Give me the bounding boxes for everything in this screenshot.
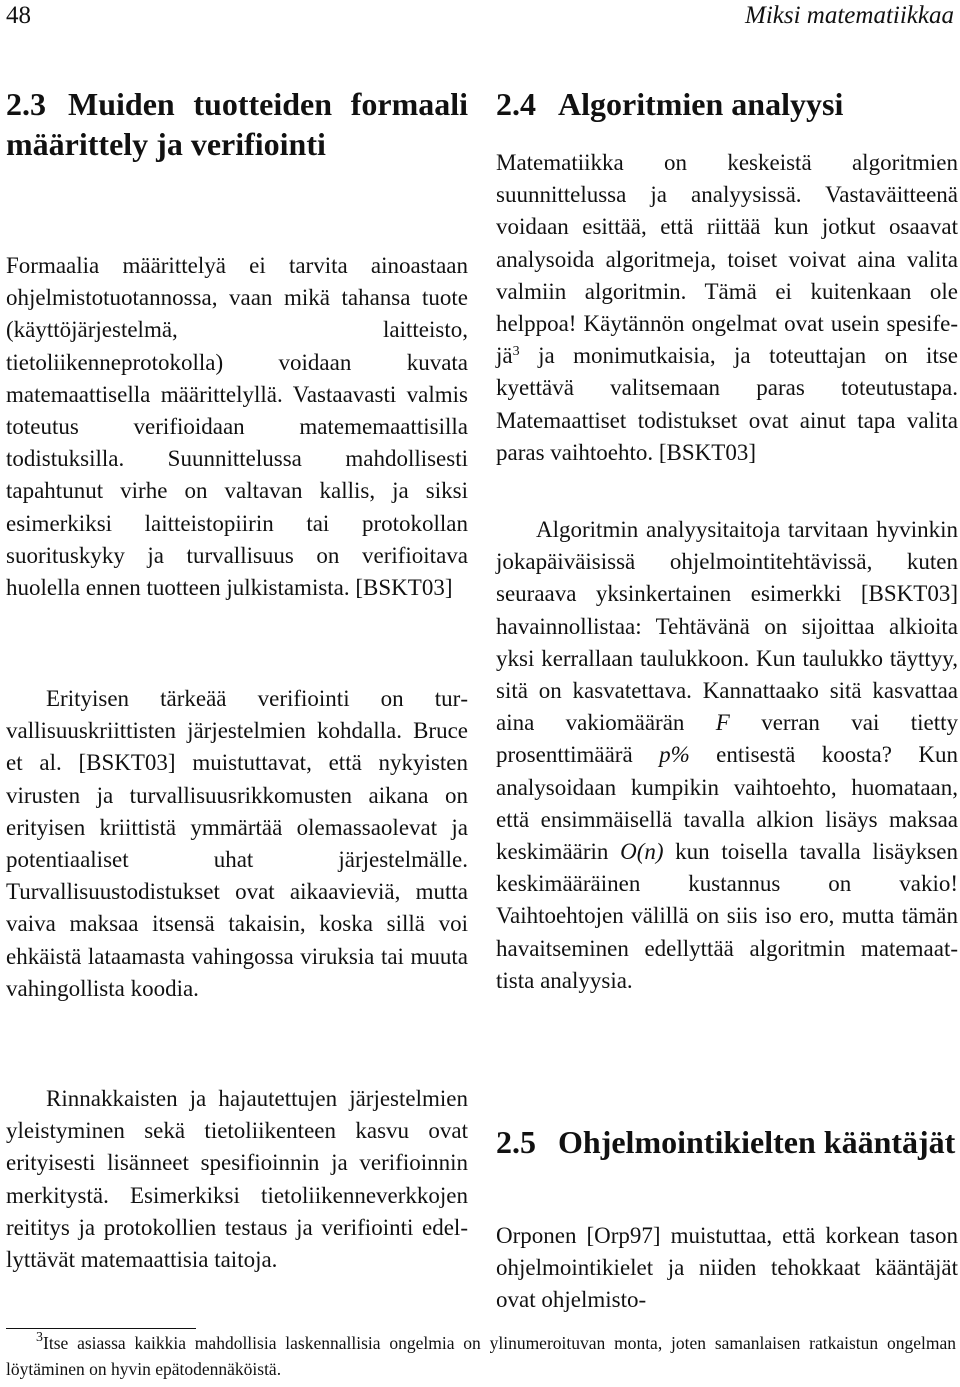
section-number: 2.3 xyxy=(6,86,46,122)
section-heading-2-4 xyxy=(496,84,958,124)
paragraph xyxy=(496,514,958,997)
footnote xyxy=(6,1330,956,1382)
section-heading-2-5 xyxy=(496,1122,958,1162)
math-variable: F xyxy=(715,710,730,736)
footnote-reference: 3 xyxy=(512,344,520,360)
math-expression: O(n) xyxy=(620,839,664,865)
page-number: 48 xyxy=(6,2,31,29)
paragraph-text: Algoritmin analyysitaitoja tarvitaan hyvinkin jokapäiväisissä ohjelmointitehtävissä, kuten seuraava yksinkertainen esimerkki [BSKT03] havainnollistaa: Tehtävänä on sijoittaa alkioita yksi kerrallaan taulukkoon. Kun taulukko täyttyy, sitä on kasvatettava. Kannattaako sitä kasvattaa aina vakiomäärän xyxy=(496,517,958,736)
paragraph-text: kun toisella tavalla lisäyksen keskimääräinen kustannus on vakio! Vaihtoehtojen välillä on siis iso ero, mutta tämän havaitseminen edellyttää algoritmin matemaattista analyysia. xyxy=(496,839,959,993)
footnote-text: Itse asiassa kaikkia mahdollisia laskennallisia ongelmia on ylinumeroituvan monta, joten samanlaisen ratkaistun ongelman löytäminen on hyvin epätodennäköistä. xyxy=(6,1333,956,1379)
section-number: 2.4 xyxy=(496,86,536,122)
paragraph: Rinnakkaisten ja hajautettujen järjestelmien yleistyminen sekä tietoliikenteen kasvu ovat erityisesti lisänneet spesifioinnin ja verifioinnin merkitystä. Esimerkiksi tietoliikenneverkkojen reititys ja protokollien testaus ja verifiointi edellyttävät matemaattisia taitoja. xyxy=(6,1086,468,1273)
paragraph-text: Matematiikka on keskeistä algoritmien suunnittelussa ja analyysissä. Vastaväitteenä voidaan esittää, että riittää kun jotkut osaavat analysoida algoritmeja, toiset voivat aina valita valmiin algoritmin. Tämä ei kuitenkaan ole helppoa! Käytännön ongelmat ovat usein spesifejä xyxy=(496,150,958,369)
section-number: 2.5 xyxy=(496,1124,536,1160)
section-title: Ohjelmointikielten kääntäjät xyxy=(558,1124,956,1160)
footnote-rule xyxy=(6,1328,196,1329)
paragraph-text: verran vai tietty prosenttimäärä xyxy=(496,710,958,768)
paragraph: Orponen [Orp97] muistuttaa, että korkean tason ohjelmointikielet ja niiden tehokkaat kääntäjät ovat ohjelmisto- xyxy=(496,1223,958,1313)
section-title: Muiden tuotteiden formaali määrittely ja verifiointi xyxy=(6,86,468,162)
paragraph-text: ja monimutkaisia, ja toteuttajan on itse kyettävä valitsemaan paras toteutustapa. Matemaattiset todistukset ovat ainut tapa valita paras vaihtoehto. [BSKT03] xyxy=(496,343,958,465)
paragraph xyxy=(496,147,958,469)
paragraph: Erityisen tärkeää verifiointi on turvallisuuskriittisten järjestelmien kohdalla. Bruce et al. [BSKT03] muistuttavat, että nykyisten virusten ja turvallisuusrikkomusten aikana on erityisen kriittistä ymmärtää olemassaolevat ja potentiaaliset uhat järjestelmälle. Turvallisuustodistukset ovat aikaavieviä, mutta vaiva maksaa itsensä takaisin, koska sillä voi ehkäistä lataamasta vahingossa viruksia tai muuta vahingollista koodia. xyxy=(6,686,468,1001)
math-variable: p% xyxy=(659,742,690,768)
footnote-mark: 3 xyxy=(36,1330,43,1345)
section-title: Algoritmien analyysi xyxy=(558,86,844,122)
paragraph: Formaalia määrittelyä ei tarvita ainoastaan ohjelmistotuotannossa, vaan mikä tahansa tuote (käyttöjärjestelmä, laitteisto, tietoliikenneprotokolla) voidaan kuvata matemaattisella määrittelyllä. Vastaavasti valmis toteutus verifioidaan matememaattisilla todistuksilla. Suunnittelussa mahdollisesti tapahtunut virhe on valtavan kallis, ja siksi esimerkiksi laitteistopiirin tai protokollan suorituskyky ja turvallisuus on verifioitava huolella ennen tuotteen julkistamista. [BSKT03] xyxy=(6,253,468,601)
page-header xyxy=(0,0,960,40)
paragraph-text: entisestä koosta? Kun analysoidaan kumpikin vaihtoehto, huomataan, että ensimmäisellä tavalla alkion lisäys maksaa keskimäärin xyxy=(496,742,958,865)
running-title: Miksi matematiikkaa xyxy=(745,2,954,29)
section-heading-2-3 xyxy=(6,84,468,164)
